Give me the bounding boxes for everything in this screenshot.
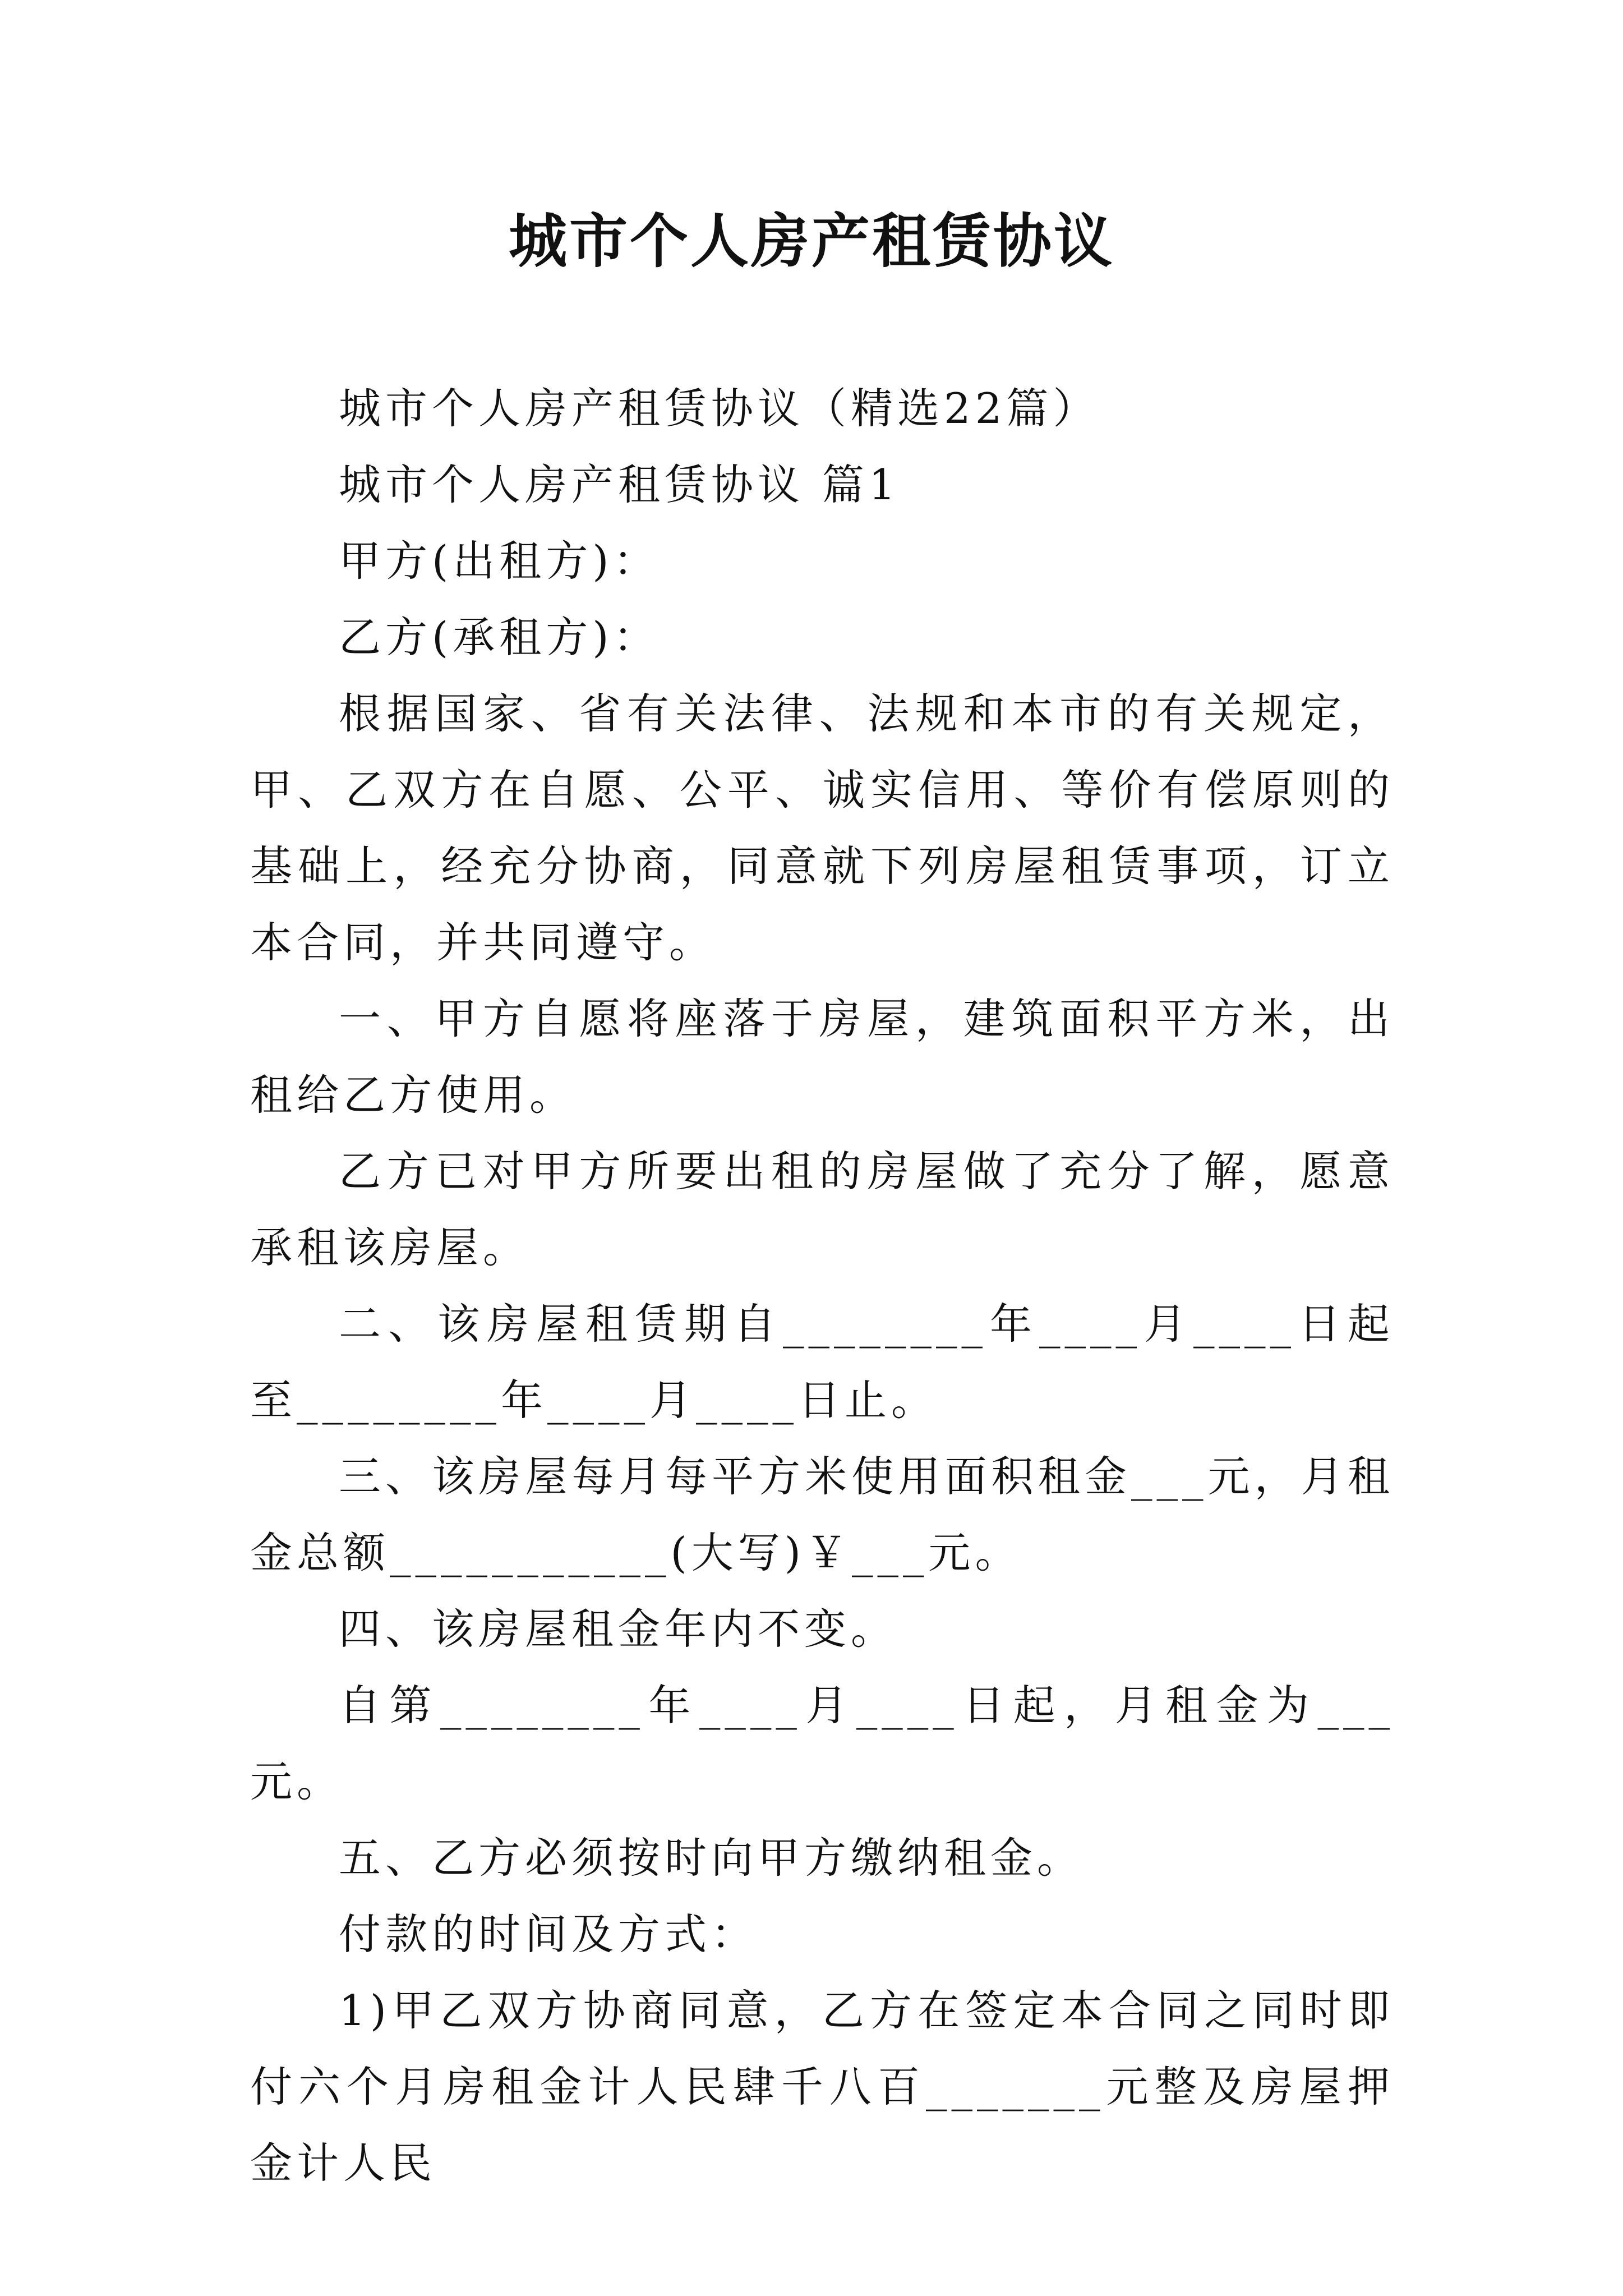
paragraph-clause-1-note: 乙方已对甲方所要出租的房屋做了充分了解，愿意承租该房屋。 [250, 1147, 1394, 1272]
paragraph-clause-4: 四、该房屋租金年内不变。 [339, 1604, 898, 1654]
paragraph-preamble: 根据国家、省有关法律、法规和本市的有关规定，甲、乙双方在自愿、公平、诚实信用、等价有偿原则的基础上，经充分协商，同意就下列房屋租赁事项，订立本合同，并共同遵守。 [250, 689, 1394, 967]
paragraph-party-a: 甲方(出租方)： [339, 536, 660, 586]
paragraph-subtitle: 城市个人房产租赁协议（精选22篇） [339, 384, 1100, 433]
paragraph-clause-2: 二、该房屋租赁期自________年____月____日起至________年____月____日止。 [250, 1299, 1394, 1425]
paragraph-party-b: 乙方(承租方)： [339, 613, 660, 662]
paragraph-clause-3: 三、该房屋每月每平方米使用面积租金___元，月租金总额___________(大写)￥___元。 [250, 1452, 1394, 1577]
paragraph-payment-item-1: 1)甲乙双方协商同意，乙方在签定本合同之同时即付六个月房租金计人民肆千八百_______元整及房屋押金计人民 [250, 1986, 1394, 2188]
paragraph-section-heading: 城市个人房产租赁协议 篇1 [339, 460, 900, 509]
paragraph-clause-5: 五、乙方必须按时向甲方缴纳租金。 [339, 1833, 1084, 1883]
document-title: 城市个人房产租赁协议 [508, 206, 1114, 275]
paragraph-clause-4-detail: 自第________年____月____日起，月租金为___元。 [250, 1681, 1394, 1806]
paragraph-clause-1: 一、甲方自愿将座落于房屋，建筑面积平方米，出租给乙方使用。 [250, 994, 1394, 1120]
paragraph-payment-heading: 付款的时间及方式： [339, 1910, 758, 1959]
document-body [250, 370, 1394, 2201]
